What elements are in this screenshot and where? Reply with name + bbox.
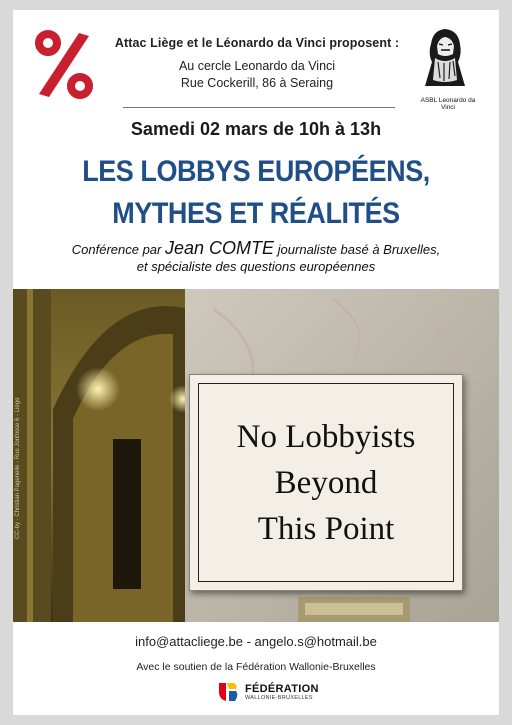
speaker-role: journaliste basé à Bruxelles, bbox=[277, 242, 441, 257]
no-lobbyists-sign bbox=[189, 374, 463, 591]
conference-prefix: Conférence par bbox=[71, 242, 162, 257]
support-text: Avec le soutien de la Fédération Wallonie-Bruxelles bbox=[136, 661, 376, 673]
event-date: Samedi 02 mars de 10h à 13h bbox=[130, 119, 382, 139]
federation-text bbox=[245, 683, 319, 701]
header-divider bbox=[123, 107, 395, 108]
sign-line-1: No Lobbyists bbox=[236, 418, 416, 455]
federation-logo bbox=[215, 679, 319, 705]
leonardo-portrait bbox=[413, 24, 483, 110]
conference-line-2: et spécialiste des questions européennes bbox=[136, 259, 376, 274]
event-photo bbox=[13, 289, 499, 622]
venue-address: Rue Cockerill, 86 à Seraing bbox=[180, 76, 334, 90]
organizers-text: Attac Liège et le Léonardo da Vinci proposent : bbox=[114, 36, 400, 50]
sign-line-3: This Point bbox=[257, 510, 395, 547]
header-block bbox=[107, 36, 407, 92]
title-line-2: MYTHES ET RÉALITÉS bbox=[112, 197, 400, 230]
sign-border bbox=[198, 383, 454, 582]
sign-line-2: Beyond bbox=[274, 464, 378, 501]
conference-info bbox=[13, 240, 499, 275]
conference-line-1 bbox=[13, 240, 499, 258]
event-title bbox=[37, 151, 474, 235]
federation-subtitle: WALLONIE-BRUXELLES bbox=[245, 695, 313, 701]
federation-name: FÉDÉRATION bbox=[245, 683, 319, 695]
venue-block bbox=[107, 58, 407, 92]
photo-credit: CC-by - Christian Pagenelle - Rue Jonfosse 6 - Liège bbox=[15, 397, 21, 539]
contact-emails: info@attacliege.be - angelo.s@hotmail.be bbox=[135, 634, 377, 649]
speaker-name: Jean COMTE bbox=[165, 238, 275, 258]
attac-percent-logo-icon bbox=[35, 30, 93, 100]
title-line-1: LES LOBBYS EUROPÉENS, bbox=[82, 155, 430, 188]
venue-name: Au cercle Leonardo da Vinci bbox=[178, 59, 336, 73]
portrait-caption: ASBL Leonardo da Vinci bbox=[420, 97, 476, 111]
federation-logo-icon bbox=[215, 679, 241, 705]
event-poster bbox=[13, 10, 499, 715]
leonardo-portrait-icon bbox=[413, 24, 477, 88]
